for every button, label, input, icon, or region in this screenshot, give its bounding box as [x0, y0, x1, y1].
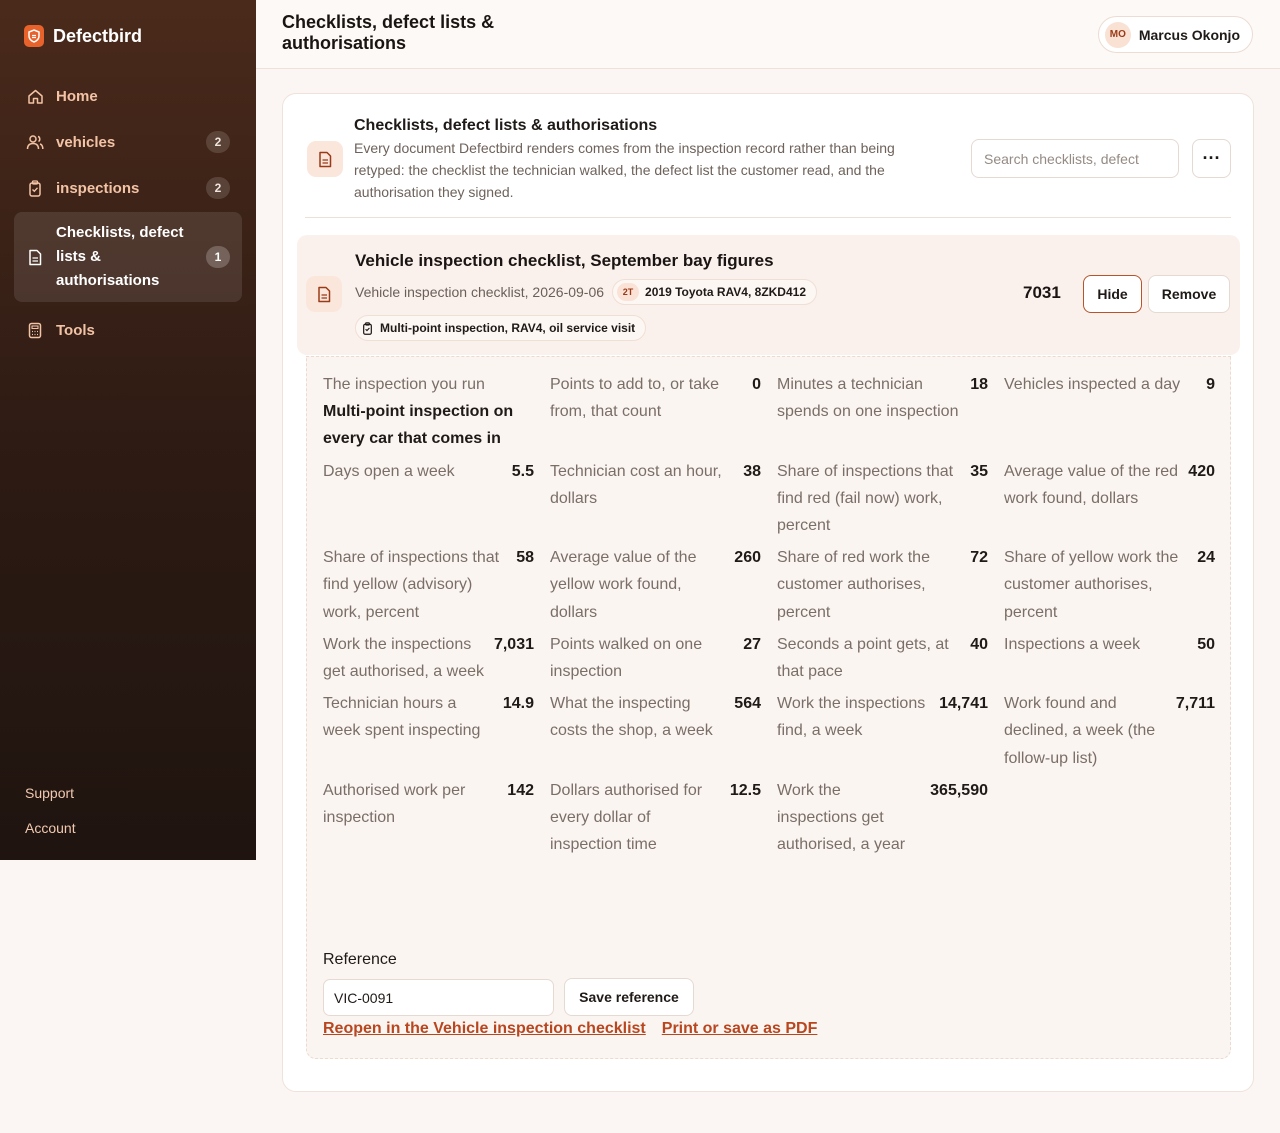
figure-text [1004, 458, 1180, 540]
figure-cell [323, 690, 534, 772]
record-links [323, 1020, 817, 1038]
support-link[interactable]: Support [25, 785, 75, 801]
figures-grid [323, 371, 1215, 863]
figure-cell [550, 371, 761, 453]
figure-value: 9 [1206, 376, 1215, 393]
figure-text [323, 458, 455, 540]
figure-label: Technician cost an hour, dollars [550, 462, 722, 507]
count-badge: 1 [206, 246, 230, 268]
user-name: Marcus Okonjo [1138, 26, 1240, 43]
figure-cell [323, 631, 534, 685]
figure-value: 5.5 [511, 462, 534, 480]
record-meta [355, 279, 817, 305]
sidebar-item-checklists[interactable] [14, 212, 242, 302]
reference-input[interactable] [323, 979, 554, 1016]
figure-label: Seconds a point gets, at that pace [777, 635, 949, 681]
count-badge: 2 [206, 131, 230, 153]
figure-label: Average value of the yellow work found, dollars [550, 549, 697, 621]
figure-value: 58 [516, 549, 534, 567]
figure-label: Share of inspections that find red (fail now) work, percent [777, 462, 954, 535]
figure-cell [1004, 371, 1215, 453]
reference-label: Reference [323, 951, 397, 968]
figure-label: Days open a week [323, 462, 455, 480]
figure-value: 14,741 [939, 695, 988, 713]
figure-cell [777, 631, 988, 685]
figure-text [323, 690, 495, 772]
inspection-name: Multi-point inspection, RAV4, oil service visit [380, 321, 636, 335]
sidebar-item-inspections[interactable] [14, 166, 242, 210]
figure-cell [323, 458, 534, 540]
document-icon [307, 141, 343, 177]
figure-value: 564 [734, 695, 761, 713]
figure-label: Share of inspections that find yellow (advisory) work, percent [323, 549, 500, 621]
figure-text [550, 458, 735, 540]
section-description: Every document Defectbird renders comes from the inspection record rather than being retyped: the checklist the technician walked, the defect list the customer read, and the authorisation they signed. [354, 140, 895, 200]
figure-label: Inspections a week [1004, 635, 1141, 653]
figure-label: Minutes a technician spends on one inspection [777, 376, 959, 421]
figure-value: 365,590 [930, 781, 988, 799]
figure-cell [550, 544, 761, 626]
users-icon [26, 133, 44, 151]
print-pdf-link[interactable]: Print or save as PDF [661, 1020, 818, 1037]
figure-cell [1004, 458, 1215, 540]
record-header [297, 235, 1240, 355]
figure-value: 0 [752, 376, 761, 393]
figure-label: Work the inspections find, a week [777, 695, 926, 740]
figure-value: 38 [743, 462, 761, 480]
hide-button[interactable]: Hide [1083, 275, 1142, 313]
sidebar-item-home[interactable] [14, 74, 242, 118]
save-reference-button[interactable]: Save reference [564, 978, 694, 1016]
sidebar-item-label: inspections [56, 179, 140, 197]
home-icon [26, 87, 44, 105]
figure-value: 27 [743, 635, 761, 653]
figure-cell [777, 371, 988, 453]
figure-cell [777, 777, 988, 859]
figure-text [550, 544, 726, 626]
figure-text [323, 777, 499, 859]
sidebar-item-label: vehicles [56, 133, 116, 151]
avatar: MO [1105, 22, 1131, 48]
page-title: Checklists, defect lists & authorisations [282, 12, 495, 53]
documents-card [282, 93, 1254, 1092]
figure-text [323, 544, 508, 626]
sidebar-nav [14, 74, 242, 354]
record-title: Vehicle inspection checklist, September bay figures [355, 251, 774, 270]
more-options-button[interactable] [1192, 139, 1231, 178]
figure-text [777, 371, 962, 453]
inspection-chip[interactable] [355, 315, 646, 341]
count-badge: 2 [206, 177, 230, 199]
figure-cell [777, 690, 988, 772]
shield-icon [24, 25, 44, 47]
figure-cell [1004, 690, 1215, 772]
figure-label: The inspection you run [323, 376, 485, 393]
section-title: Checklists, defect lists & authorisations [354, 117, 658, 134]
record-count: 7031 [1023, 283, 1061, 302]
user-menu[interactable] [1098, 16, 1253, 53]
figure-value: 24 [1197, 549, 1215, 567]
sidebar-item-label: Tools [56, 321, 95, 339]
figure-cell [550, 458, 761, 540]
intro-section [305, 114, 1231, 218]
figure-label: Points walked on one inspection [550, 635, 703, 681]
figure-text [777, 544, 962, 626]
figure-value: 260 [734, 549, 761, 567]
figure-cell [323, 777, 534, 859]
figure-text [323, 631, 486, 685]
figure-text [1004, 544, 1189, 626]
figure-text [777, 777, 922, 859]
figure-value: 420 [1188, 462, 1215, 480]
figure-label: Technician hours a week spent inspecting [323, 695, 481, 740]
figure-label: Work the inspections get authorised, a year [777, 781, 906, 854]
vehicle-name: 2019 Toyota RAV4, 8ZKD412 [645, 285, 806, 299]
brand[interactable] [24, 24, 142, 48]
search-input[interactable] [971, 139, 1179, 178]
brand-name: Defectbird [53, 25, 143, 46]
figure-label: What the inspecting costs the shop, a week [550, 695, 713, 740]
vehicle-chip[interactable] [612, 279, 817, 305]
figure-value: 12.5 [729, 781, 761, 799]
sidebar-item-tools[interactable] [14, 308, 242, 352]
record-date: Vehicle inspection checklist, 2026-09-06 [355, 284, 605, 300]
figure-text [1004, 690, 1168, 772]
figure-label: Points to add to, or take from, that count [550, 376, 719, 421]
sidebar-item-vehicles[interactable] [14, 120, 242, 164]
figure-value: 18 [970, 376, 988, 393]
figure-label: Share of yellow work the customer authorises, percent [1004, 549, 1179, 621]
figure-value: 14.9 [502, 695, 534, 713]
clipboard-icon [360, 319, 374, 337]
figure-cell [1004, 631, 1215, 685]
sidebar-footer [25, 782, 76, 852]
figure-text [550, 631, 735, 685]
top-header [256, 0, 1280, 69]
figure-text [777, 690, 931, 772]
figure-text [550, 690, 726, 772]
figure-value: 7,031 [493, 635, 534, 653]
account-link[interactable]: Account [25, 820, 76, 836]
figure-value: 50 [1197, 635, 1215, 653]
figure-cell [323, 544, 534, 626]
clipboard-icon [26, 179, 44, 197]
figure-label: Dollars authorised for every dollar of inspection time [550, 781, 703, 854]
figure-value: 40 [970, 635, 988, 653]
figure-cell [777, 458, 988, 540]
figure-strong-value: Multi-point inspection on every car that comes in [323, 403, 514, 448]
reopen-link[interactable]: Reopen in the Vehicle inspection checklist [323, 1020, 646, 1037]
figure-label: Share of red work the customer authorises, percent [777, 549, 930, 621]
sidebar-item-label: Home [56, 87, 98, 105]
figure-text [777, 631, 962, 685]
figure-cell [550, 631, 761, 685]
figure-value: 72 [970, 549, 988, 567]
sidebar-item-label: Checklists, defect lists & authorisations [56, 224, 184, 289]
figure-text [323, 371, 534, 453]
figure-label: Average value of the red work found, dollars [1004, 462, 1179, 507]
figure-value: 35 [970, 462, 988, 480]
figure-value: 142 [507, 781, 534, 799]
document-icon [306, 276, 342, 312]
calculator-icon [26, 321, 44, 339]
figure-label: Vehicles inspected a day [1004, 376, 1181, 393]
figure-label: Authorised work per inspection [323, 781, 466, 827]
figure-cell [550, 777, 761, 859]
figure-text [550, 777, 722, 859]
figure-cell [1004, 544, 1215, 626]
ellipsis-icon: ··· [1202, 148, 1221, 168]
figure-cell [777, 544, 988, 626]
figure-label: Work found and declined, a week (the follow-up list) [1004, 695, 1156, 767]
document-icon [26, 248, 44, 266]
figure-text [777, 458, 962, 540]
figure-cell [323, 371, 534, 453]
figure-value: 7,711 [1175, 695, 1215, 713]
figure-cell [550, 690, 761, 772]
figure-text [1004, 631, 1140, 685]
figure-text [1004, 371, 1180, 453]
vehicle-tag: 2T [617, 283, 639, 301]
record-detail [306, 356, 1231, 1059]
figure-text [550, 371, 744, 453]
sidebar [0, 0, 256, 860]
figure-label: Work the inspections get authorised, a week [323, 635, 484, 681]
remove-button[interactable]: Remove [1148, 275, 1230, 313]
